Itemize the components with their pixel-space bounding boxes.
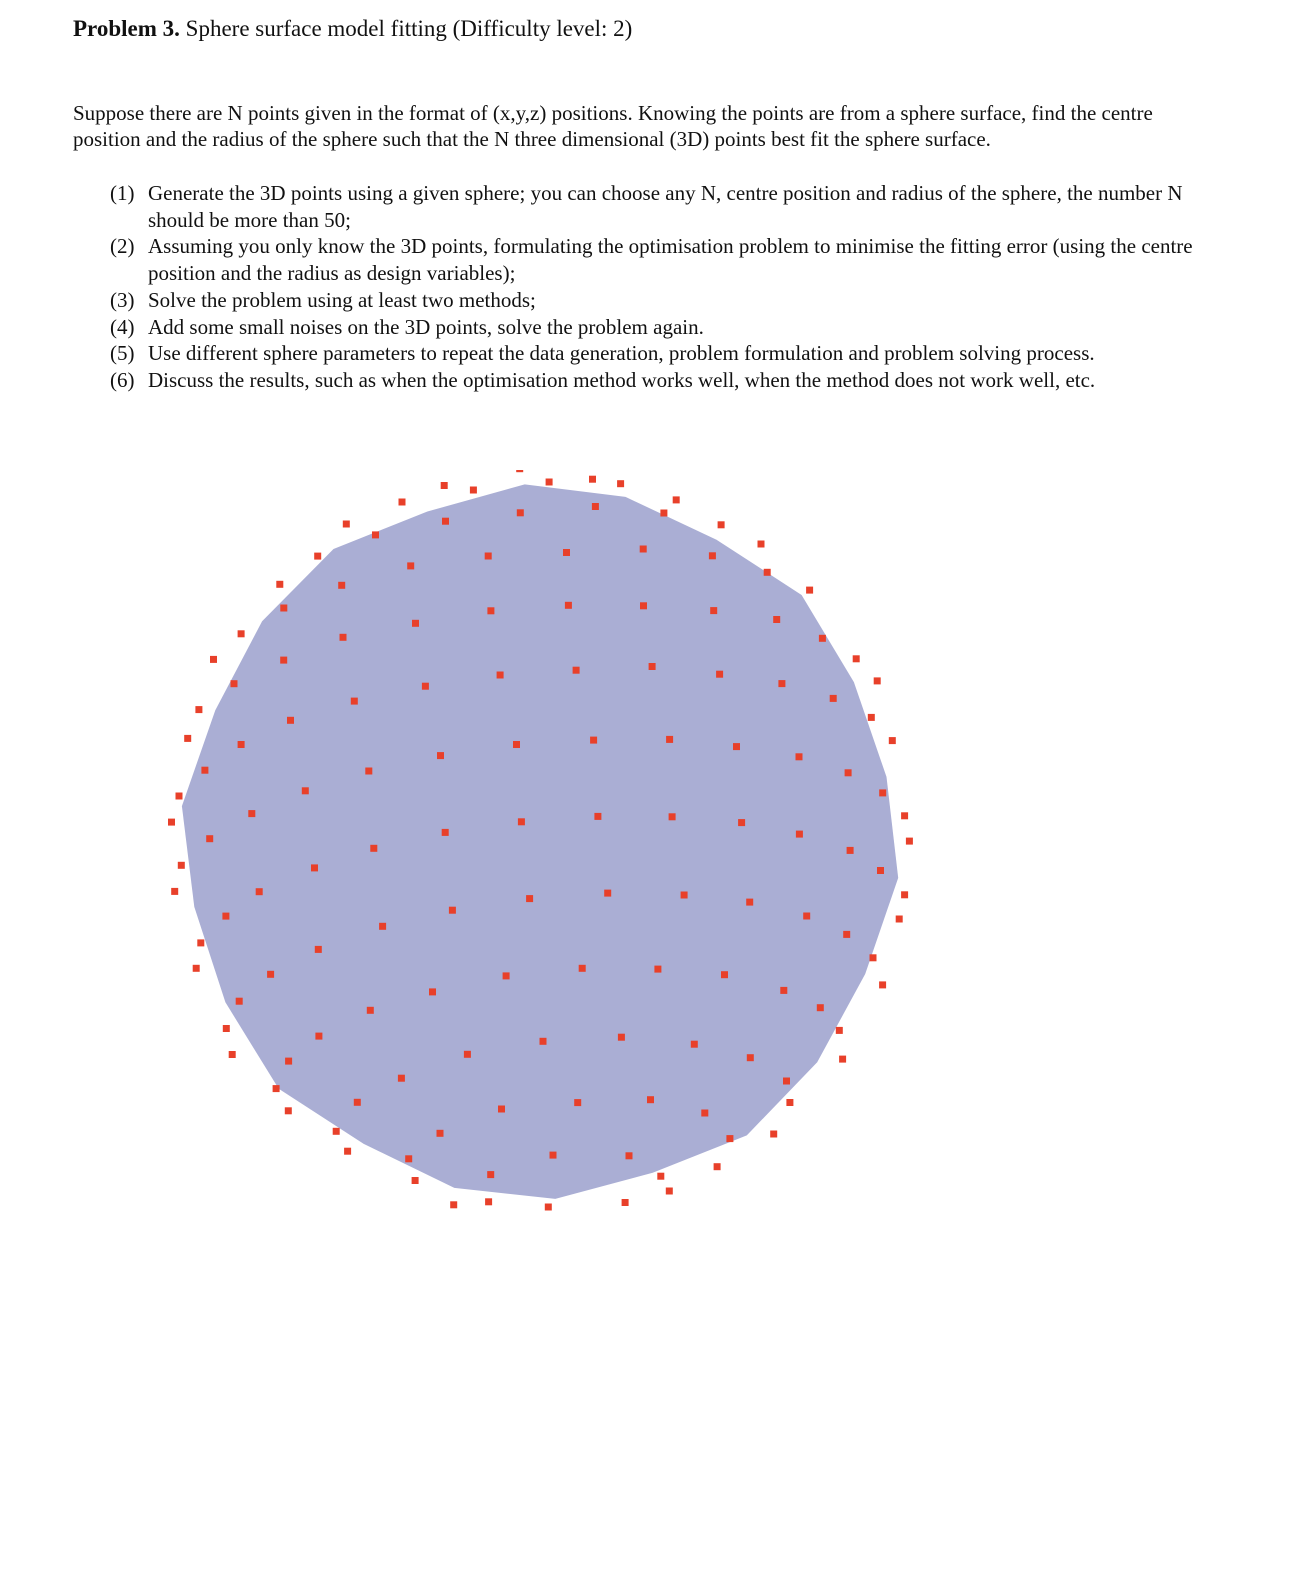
sample-point xyxy=(764,569,771,576)
sample-point xyxy=(171,888,178,895)
sample-point xyxy=(398,1075,405,1082)
sample-point xyxy=(176,793,183,800)
sample-point xyxy=(738,819,745,826)
sample-point xyxy=(442,829,449,836)
sample-point xyxy=(223,1025,230,1032)
task-text: Use different sphere parameters to repeat the data generation, problem formulation and problem solving process. xyxy=(148,341,1095,366)
task-text: Add some small noises on the 3D points, solve the problem again. xyxy=(148,314,704,339)
sample-point xyxy=(412,620,419,627)
sample-point xyxy=(896,916,903,923)
sample-point xyxy=(618,1034,625,1041)
sample-point xyxy=(193,965,200,972)
sample-point xyxy=(604,890,611,897)
sample-point xyxy=(666,736,673,743)
sample-point xyxy=(710,607,717,614)
sample-point xyxy=(780,987,787,994)
task-text: Generate the 3D points using a given sphere; you can choose any N, centre position and radius of the sphere, the number N should be more than 50; xyxy=(148,181,1183,232)
sample-point xyxy=(238,741,245,748)
sample-point xyxy=(178,862,185,869)
sample-point xyxy=(197,939,204,946)
sample-point xyxy=(315,946,322,953)
sample-point xyxy=(796,753,803,760)
sample-point xyxy=(778,680,785,687)
sample-point xyxy=(485,1198,492,1205)
sample-point xyxy=(830,695,837,702)
sample-point xyxy=(660,510,667,517)
sample-point xyxy=(449,907,456,914)
sample-point xyxy=(721,971,728,978)
sample-point xyxy=(248,810,255,817)
sample-point xyxy=(594,813,601,820)
sample-point xyxy=(868,714,875,721)
task-item xyxy=(110,314,1210,341)
sample-point xyxy=(518,818,525,825)
sample-point xyxy=(379,923,386,930)
task-text: Solve the problem using at least two methods; xyxy=(148,287,536,312)
sample-point xyxy=(901,812,908,819)
task-item xyxy=(110,340,1210,367)
sample-point xyxy=(666,1188,673,1195)
sample-point xyxy=(340,634,347,641)
problem-description: Suppose there are N points given in the format of (x,y,z) positions. Knowing the points are from a sphere surface, find the centre position and the radius of the sphere such that the N three dimensional (3D) points best fit the sphere surface. xyxy=(73,101,1153,151)
sample-point xyxy=(267,971,274,978)
sample-point xyxy=(889,737,896,744)
sample-point xyxy=(429,988,436,995)
problem-label: Problem 3. xyxy=(73,16,180,41)
sample-point xyxy=(517,509,524,516)
sample-point xyxy=(647,1096,654,1103)
sphere-point-figure xyxy=(150,470,940,1260)
sample-point xyxy=(574,1099,581,1106)
task-number: (5) xyxy=(110,341,135,366)
sample-point xyxy=(422,683,429,690)
sample-point xyxy=(626,1152,633,1159)
sample-point xyxy=(673,496,680,503)
task-item xyxy=(110,180,1210,233)
sample-point xyxy=(563,549,570,556)
sample-point xyxy=(718,521,725,528)
sample-point xyxy=(640,546,647,553)
sample-point xyxy=(470,487,477,494)
sample-point xyxy=(184,735,191,742)
task-number: (1) xyxy=(110,181,135,205)
task-item xyxy=(110,367,1210,394)
sample-point xyxy=(747,1054,754,1061)
sample-point xyxy=(513,741,520,748)
sample-point xyxy=(338,582,345,589)
task-list xyxy=(110,180,1210,394)
sample-point xyxy=(256,888,263,895)
sample-point xyxy=(285,1058,292,1065)
sample-point xyxy=(201,767,208,774)
sample-point xyxy=(817,1004,824,1011)
sample-point xyxy=(442,518,449,525)
sample-point xyxy=(770,1131,777,1138)
sample-point xyxy=(906,838,913,845)
sample-point xyxy=(280,605,287,612)
sample-point xyxy=(803,913,810,920)
sample-point xyxy=(819,635,826,642)
sample-point xyxy=(314,553,321,560)
sample-point xyxy=(311,864,318,871)
sample-point xyxy=(287,717,294,724)
sample-point xyxy=(503,972,510,979)
sample-point xyxy=(806,587,813,594)
sample-point xyxy=(773,616,780,623)
sample-point xyxy=(726,1135,733,1142)
sample-point xyxy=(222,913,229,920)
sample-point xyxy=(640,602,647,609)
sample-point xyxy=(657,1173,664,1180)
task-number: (2) xyxy=(110,234,135,259)
sample-point xyxy=(412,1177,419,1184)
sample-point xyxy=(669,813,676,820)
sample-point xyxy=(879,789,886,796)
sample-point xyxy=(343,521,350,528)
sample-point xyxy=(691,1041,698,1048)
task-number: (6) xyxy=(110,367,135,392)
sample-point xyxy=(206,835,213,842)
sample-point xyxy=(853,655,860,662)
sample-point xyxy=(315,1033,322,1040)
sample-point xyxy=(709,552,716,559)
sample-point xyxy=(236,998,243,1005)
sample-point xyxy=(302,787,309,794)
sample-point xyxy=(579,965,586,972)
problem-name: Sphere surface model fitting xyxy=(185,16,447,41)
sample-point xyxy=(545,1204,552,1211)
sample-point xyxy=(405,1155,412,1162)
sample-point xyxy=(796,831,803,838)
sample-point xyxy=(877,867,884,874)
sample-point xyxy=(622,1199,629,1206)
sample-point xyxy=(758,541,765,548)
sphere-surface xyxy=(182,484,898,1199)
sample-point xyxy=(487,1171,494,1178)
task-number: (4) xyxy=(110,314,135,339)
sample-point xyxy=(701,1110,708,1117)
sample-point xyxy=(450,1201,457,1208)
sample-point xyxy=(714,1163,721,1170)
task-item xyxy=(110,287,1210,314)
sample-point xyxy=(399,499,406,506)
sample-point xyxy=(540,1038,547,1045)
sample-point xyxy=(497,672,504,679)
sample-point xyxy=(573,667,580,674)
problem-title xyxy=(73,16,632,42)
sample-point xyxy=(649,663,656,670)
sample-point xyxy=(681,892,688,899)
difficulty-level: (Difficulty level: 2) xyxy=(452,16,633,41)
sample-point xyxy=(847,847,854,854)
sample-point xyxy=(733,743,740,750)
task-text: Discuss the results, such as when the optimisation method works well, when the method does not work well, etc. xyxy=(148,367,1096,392)
sample-point xyxy=(516,470,523,472)
sample-point xyxy=(344,1148,351,1155)
sample-point xyxy=(367,1007,374,1014)
sample-point xyxy=(526,895,533,902)
sample-point xyxy=(276,581,283,588)
sample-point xyxy=(372,531,379,538)
sample-point xyxy=(437,1130,444,1137)
sample-point xyxy=(592,503,599,510)
sample-point xyxy=(280,657,287,664)
sample-point xyxy=(879,981,886,988)
sample-point xyxy=(746,899,753,906)
sample-point xyxy=(870,954,877,961)
sample-point xyxy=(370,845,377,852)
sample-point xyxy=(845,769,852,776)
sample-point xyxy=(654,966,661,973)
sample-point xyxy=(464,1051,471,1058)
sample-point xyxy=(786,1099,793,1106)
sample-point xyxy=(843,931,850,938)
sample-point xyxy=(589,476,596,483)
sample-point xyxy=(365,768,372,775)
sample-point xyxy=(783,1078,790,1085)
sample-point xyxy=(168,819,175,826)
sample-point xyxy=(229,1051,236,1058)
sample-point xyxy=(874,677,881,684)
sample-point xyxy=(231,680,238,687)
sample-point xyxy=(351,698,358,705)
sample-point xyxy=(836,1027,843,1034)
sample-point xyxy=(238,630,245,637)
sample-point xyxy=(441,482,448,489)
sample-point xyxy=(210,656,217,663)
sample-point xyxy=(839,1056,846,1063)
sample-point xyxy=(285,1107,292,1114)
sample-point xyxy=(617,480,624,487)
sample-point xyxy=(565,602,572,609)
sample-point xyxy=(485,553,492,560)
sample-point xyxy=(437,752,444,759)
sample-point xyxy=(333,1128,340,1135)
sample-point xyxy=(273,1085,280,1092)
sample-point xyxy=(354,1099,361,1106)
sample-point xyxy=(901,891,908,898)
sample-point xyxy=(590,737,597,744)
sample-point xyxy=(498,1106,505,1113)
sample-point xyxy=(407,562,414,569)
sample-point xyxy=(195,706,202,713)
sample-point xyxy=(550,1152,557,1159)
task-item xyxy=(110,233,1210,286)
task-number: (3) xyxy=(110,287,135,312)
sample-point xyxy=(716,671,723,678)
task-text: Assuming you only know the 3D points, formulating the optimisation problem to minimise the fitting error (using the centre position and the radius as design variables); xyxy=(148,234,1193,286)
sample-point xyxy=(546,479,553,486)
sample-point xyxy=(487,607,494,614)
